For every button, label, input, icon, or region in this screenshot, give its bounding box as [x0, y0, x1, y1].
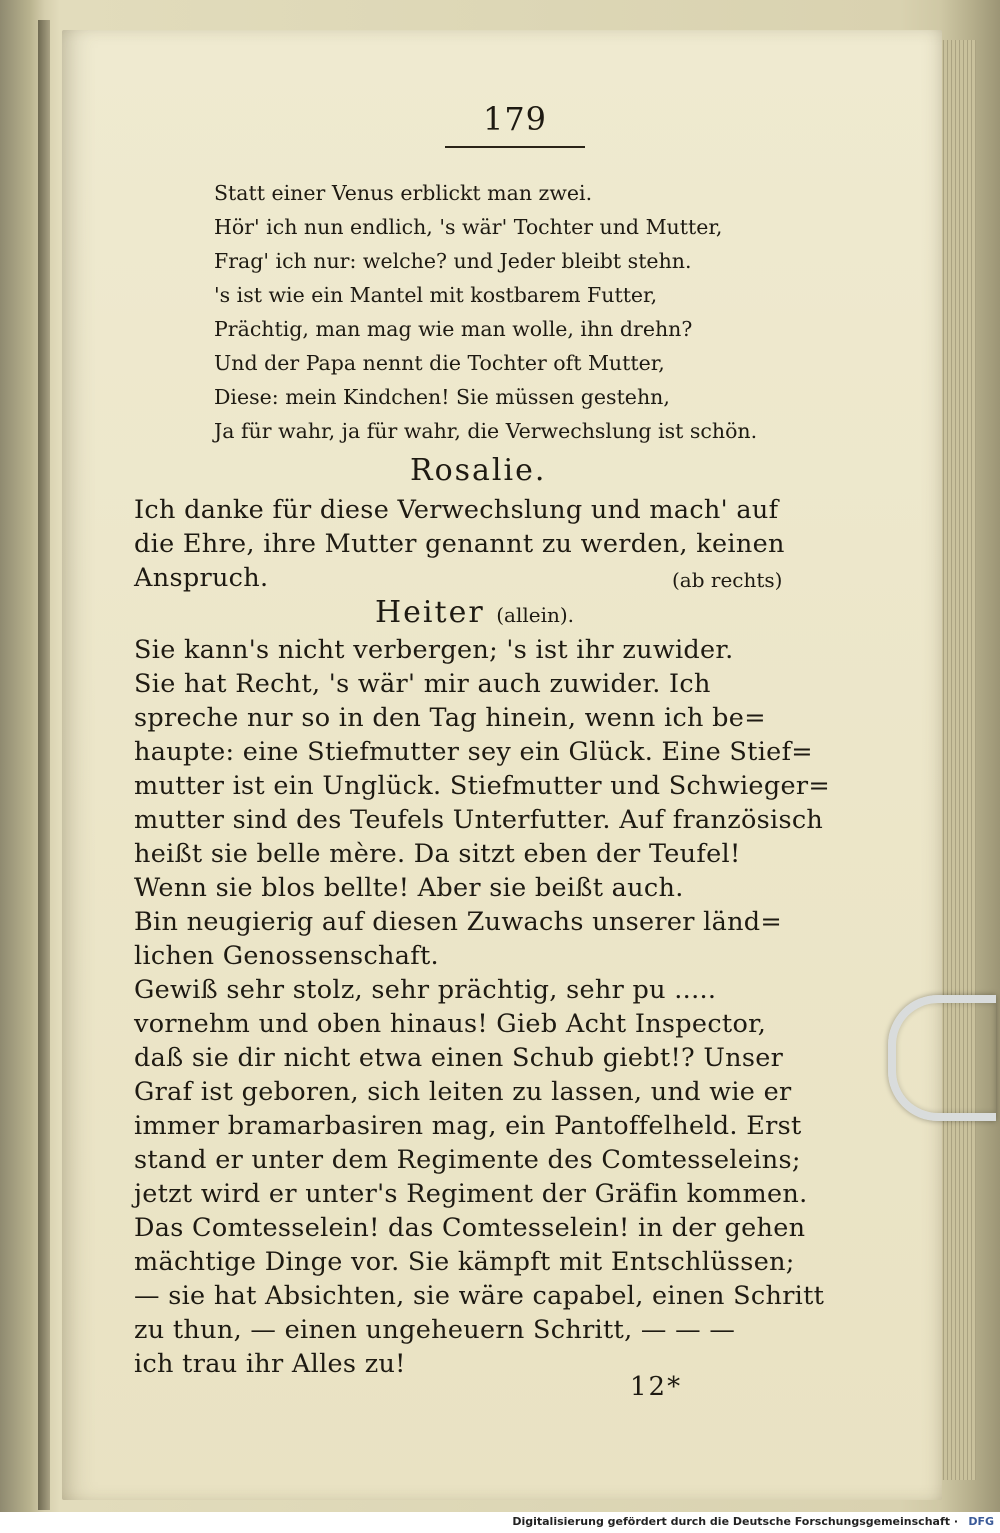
prose-line: mutter ist ein Unglück. Stiefmutter und Schwieger=: [134, 771, 830, 801]
prose-line: stand er unter dem Regimente des Comtesseleins;: [134, 1145, 801, 1175]
speaker-name: [375, 595, 574, 630]
prose-line: spreche nur so in den Tag hinein, wenn ich be=: [134, 703, 766, 733]
speaker-direction: (allein).: [496, 603, 575, 627]
prose-line: Das Comtesselein! das Comtesselein! in der gehen: [134, 1213, 806, 1243]
page-clip: [888, 995, 996, 1121]
dfg-logo: DFG: [968, 1515, 994, 1528]
prose-line: haupte: eine Stiefmutter sey ein Glück. Eine Stief=: [134, 737, 813, 767]
speaker-name-text: Heiter: [375, 595, 485, 630]
verse-line: Ja für wahr, ja für wahr, die Verwechslung ist schön.: [214, 419, 758, 443]
prose-line: Bin neugierig auf diesen Zuwachs unserer länd=: [134, 907, 783, 937]
prose-line: ich trau ihr Alles zu!: [134, 1349, 406, 1379]
verse-line: Statt einer Venus erblickt man zwei.: [214, 181, 593, 205]
prose-line: die Ehre, ihre Mutter genannt zu werden, keinen: [134, 529, 785, 559]
page-stack-edge: [940, 40, 976, 1480]
verse-line: Und der Papa nennt die Tochter oft Mutter,: [214, 351, 665, 375]
prose-line: Sie hat Recht, 's wär' mir auch zuwider. Ich: [134, 669, 711, 699]
verse-line: 's ist wie ein Mantel mit kostbarem Futter,: [214, 283, 658, 307]
facing-page-edge: [38, 20, 50, 1510]
prose-line: — sie hat Absichten, sie wäre capabel, einen Schritt: [134, 1281, 825, 1311]
prose-line: Gewiß sehr stolz, sehr prächtig, sehr pu .....: [134, 975, 717, 1005]
stage-direction: (ab rechts): [672, 568, 783, 592]
prose-line: zu thun, — einen ungeheuern Schritt, — — —: [134, 1315, 736, 1345]
prose-line: mutter sind des Teufels Unterfutter. Auf französisch: [134, 805, 824, 835]
prose-line: mächtige Dinge vor. Sie kämpft mit Entschlüssen;: [134, 1247, 795, 1277]
digitization-footer: [0, 1512, 1000, 1533]
prose-line: Ich danke für diese Verwechslung und mach' auf: [134, 495, 779, 525]
prose-line: jetzt wird er unter's Regiment der Gräfin kommen.: [134, 1179, 808, 1209]
verse-line: Prächtig, man mag wie man wolle, ihn drehn?: [214, 317, 693, 341]
footer-credit: Digitalisierung gefördert durch die Deutsche Forschungsgemeinschaft ·: [512, 1515, 958, 1528]
prose-line: Sie kann's nicht verbergen; 's ist ihr zuwider.: [134, 635, 734, 665]
page-number-rule: [445, 146, 585, 148]
prose-line: Wenn sie blos bellte! Aber sie beißt auch.: [134, 873, 684, 903]
verse-line: Hör' ich nun endlich, 's wär' Tochter und Mutter,: [214, 215, 723, 239]
prose-line: Anspruch.: [134, 563, 269, 593]
verse-line: Diese: mein Kindchen! Sie müssen gestehn,: [214, 385, 670, 409]
speaker-name: Rosalie.: [410, 453, 547, 488]
prose-line: vornehm und oben hinaus! Gieb Acht Inspector,: [134, 1009, 767, 1039]
prose-line: Graf ist geboren, sich leiten zu lassen, und wie er: [134, 1077, 792, 1107]
prose-line: lichen Genossenschaft.: [134, 941, 439, 971]
prose-line: immer bramarbasiren mag, ein Pantoffelheld. Erst: [134, 1111, 802, 1141]
signature-mark: 12*: [630, 1372, 683, 1402]
page-number: 179: [482, 100, 548, 138]
prose-line: heißt sie belle mère. Da sitzt eben der Teufel!: [134, 839, 741, 869]
verse-line: Frag' ich nur: welche? und Jeder bleibt stehn.: [214, 249, 692, 273]
prose-line: daß sie dir nicht etwa einen Schub giebt!? Unser: [134, 1043, 784, 1073]
